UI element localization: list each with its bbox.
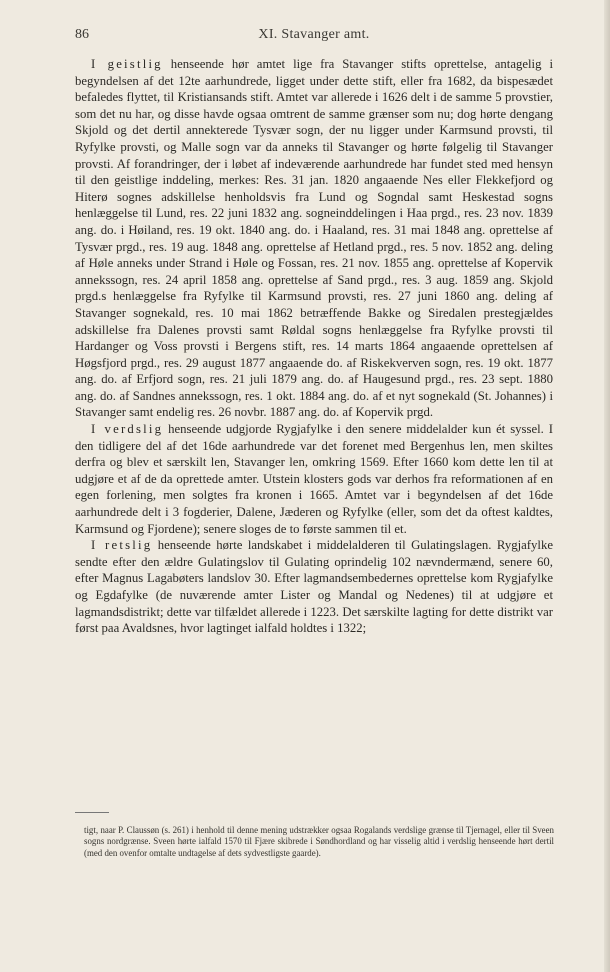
body-text <box>75 56 553 637</box>
page-edge <box>604 0 610 972</box>
page-number: 86 <box>75 27 89 42</box>
running-head: XI. Stavanger amt. <box>258 27 370 42</box>
paragraph-lead: I geistlig <box>91 57 163 71</box>
page-header <box>75 27 553 43</box>
paragraph-lead: I retslig <box>91 538 153 553</box>
paragraph-text: henseende udgjorde Rygjafylke i den senere middelalder kun ét syssel. I den tidligere del af det 16de aarhundrede var det forenet med Bergenhus len, men skiltes derfra og blev et særskilt len, Stavanger len, omkring 1569. Efter 1660 kom dette len til at udgjøre et af de da oprettede amter. Utstein klosters gods var derhos fra reformationen af en egen forlening, men solgtes fra kronen i 1665. Amtet var i begyndelsen af det 16de aarhundrede delt i 3 fogderier, Dalene, Jæderen og Ryfylke (eller, som det da oftest kaldtes, Karmsund og Fjordene); senere sloges de to første sammen til et. <box>75 422 553 536</box>
paragraph-lead: I verdslig <box>91 422 164 437</box>
footnote-divider <box>75 812 109 813</box>
paragraph-verdslig <box>75 421 553 537</box>
paragraph-text: henseende hørte landskabet i middelalderen til Gulatingslagen. Rygjafylke sendte efter den ældre Gulatingslov til Gulating oprindelig 102 nævndermænd, senere 60, efter Magnus Lagabøters landslov 30. Efter lagmandsembedernes oprettelse kom Rygjafylke og Egdafylke (de nuværende amter Lister og Mandal og Nedenes) til at udgjøre et lagmandsdistrikt; dette var tilfældet allerede i 1223. Det særskilte lagting for dette distrikt var først paa Avaldsnes, hvor lagtinget ialfald holdtes i 1322; <box>75 538 554 636</box>
paragraph-text: henseende hør amtet lige fra Stavanger stifts oprettelse, antagelig i begyndelsen af det 12te aarhundrede, ligget under dette stift, eller fra 1682, da bispesædet befaledes flyttet, til Kristiansands stift. Amtet var allerede i 1626 delt i de samme 5 provstier, som det nu har, og disse havde ogsaa omtrent de samme grænser som nu; dog hørte dengang Skjold og det dertil annekterede Tysvær sogn, der nu ligger under Karmsund provsti, til Ryfylke provsti, og Malle sogn var da anneks til Stavanger og hørte følgelig til Stavanger provsti. Af forandringer, der i løbet af indeværende aarhundrede har fundet sted med hensyn til den geistlige inddeling, merkes: Res. 31 jan. 1820 angaaende Nes eller Flekkefjord og Hiterø sognes adskillelse henholdsvis fra Lund og Sogndal samt Heskestad sogns henlæggelse til Lund, res. 22 juni 1832 ang. sogneinddelingen i Haa prgd., res. 23 nov. 1839 ang. do. i Høiland, res. 19 okt. 1840 ang. do. i Haaland, res. 31 mai 1848 ang. oprettelse af Tysvær prgd., res. 19 aug. 1848 ang. oprettelse af Hetland prgd., res. 5 nov. 1852 ang. deling af Høle anneks under Strand i Høle og Fossan, res. 21 nov. 1855 ang. oprettelse af Kopervik annekssogn, res. 24 april 1858 ang. oprettelse af Sand prgd., res. 3 aug. 1859 ang. Skjold prgd.s henlæggelse fra Ryfylke til Karmsund provsti, res. 27 juni 1860 ang. deling af Stavanger sognekald, res. 10 mai 1862 betræffende Bakke og Siredalen prestegjældes adskillelse fra Dalenes provsti samt Røldal sogns henlæggelse fra Ryfylke provsti til Hardanger og Voss provsti i Bergens stift, res. 14 marts 1864 angaaende oprettelsen af Høgsfjord prgd., res. 29 august 1877 angaaende do. af Riskekverven sogn, res. 19 okt. 1877 ang. do. af Erfjord sogn, res. 21 juli 1879 ang. do. af Haugesund prgd., res. 23 sept. 1880 ang. do. af Sandnes annekssogn, res. 1 okt. 1884 ang. do. af et nyt sognekald (St. Johannes) i Stavanger samt endelig res. 26 novbr. 1887 ang. do. af Kopervik prgd. <box>75 57 553 420</box>
footnote: tigt, naar P. Claussøn (s. 261) i henhold til denne mening udstrækker ogsaa Rogalands verdslige grænse til Tjernagel, eller til Sveen sogns nordgrænse. Sveen hørte ialfald 1570 til Fjære skibrede i Søndhordland og har visselig altid i verdslig henseende hørt dertil (med den ovenfor omtalte undtagelse af dets sydvestligste gaarde). <box>84 825 554 858</box>
paragraph-geistlig <box>75 56 553 421</box>
paragraph-retslig <box>75 537 553 637</box>
